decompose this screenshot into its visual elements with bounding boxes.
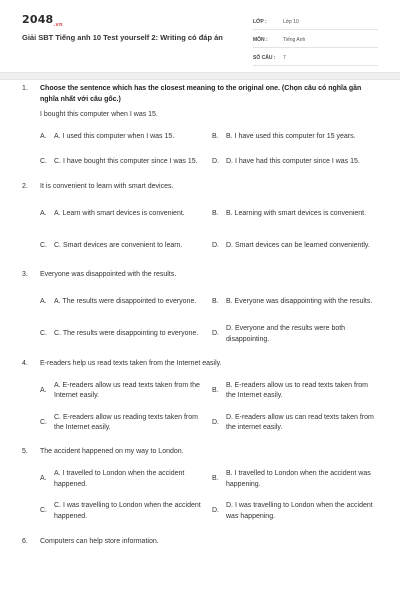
question-number: 5. — [22, 448, 28, 455]
options-row — [40, 291, 385, 315]
option-a[interactable] — [40, 132, 212, 143]
question-instruction: Choose the sentence which has the closest meaning to the original one. (Chọn câu có nghĩa gần nghĩa nhất với câu gốc.) — [40, 85, 362, 103]
option-c[interactable] — [40, 501, 212, 522]
option-c[interactable] — [40, 329, 212, 340]
option-d[interactable] — [212, 324, 384, 345]
option-c[interactable] — [40, 157, 212, 168]
option-text: B. E-readers allow us to read texts taken from the Internet easily. — [226, 381, 369, 399]
question-number: 1. — [22, 85, 28, 92]
option-letter: D. — [212, 241, 219, 249]
meta-panel — [253, 14, 378, 68]
meta-value: Lớp 10 — [283, 18, 299, 25]
option-text: D. I have had this computer since I was 15. — [226, 158, 360, 166]
question-sentence: Everyone was disappointed with the results. — [40, 271, 177, 278]
question-sentence: E-readers help us read texts taken from the Internet easily. — [40, 359, 222, 367]
option-a[interactable] — [40, 381, 212, 402]
option-b[interactable] — [212, 209, 384, 220]
logo-text: 2048 — [22, 13, 54, 26]
option-letter: B. — [212, 475, 219, 483]
option-text: A. Learn with smart devices is convenient. — [54, 209, 185, 217]
option-letter: D. — [212, 507, 219, 515]
option-letter: B. — [212, 133, 219, 141]
question-sentence: It is convenient to learn with smart devices. — [40, 182, 174, 190]
option-b[interactable] — [212, 381, 384, 402]
option-a[interactable] — [40, 469, 212, 490]
option-text: C. The results were disappointing to everyone. — [54, 330, 199, 338]
option-text: C. Smart devices are convenient to learn. — [54, 241, 183, 249]
header-divider — [0, 72, 400, 80]
question-number: 6. — [22, 537, 28, 545]
option-d[interactable] — [212, 157, 384, 168]
options-row — [40, 234, 385, 258]
question-4 — [0, 359, 400, 436]
option-text: B. Everyone was disappointing with the results. — [226, 298, 373, 306]
option-d[interactable] — [212, 501, 384, 522]
question-list — [0, 80, 400, 547]
question-sentence: I bought this computer when I was 15. — [40, 111, 158, 118]
option-c[interactable] — [40, 241, 212, 252]
option-letter: C. — [40, 418, 47, 426]
option-letter: C. — [40, 241, 47, 249]
meta-row-class — [253, 14, 378, 30]
option-text: B. I have used this computer for 15 years. — [226, 133, 356, 141]
option-text: C. E-readers allow us reading texts taken from the Internet easily. — [54, 413, 198, 431]
option-b[interactable] — [212, 469, 384, 490]
option-letter: D. — [212, 418, 219, 426]
option-d[interactable] — [212, 413, 384, 434]
logo-tld: .vn — [53, 22, 63, 29]
option-text: A. I travelled to London when the accident happened. — [54, 470, 185, 488]
option-d[interactable] — [212, 241, 384, 252]
page-title: Giải SBT Tiếng anh 10 Test yourself 2: Writing có đáp án — [22, 33, 223, 42]
question-sentence: Computers can help store information. — [40, 537, 159, 545]
options-row — [40, 323, 385, 347]
option-letter: C. — [40, 507, 47, 515]
site-logo[interactable] — [22, 13, 63, 28]
question-number: 3. — [22, 271, 28, 278]
meta-row-count — [253, 50, 378, 66]
header — [0, 0, 400, 70]
options-row — [40, 411, 385, 435]
option-letter: C. — [40, 330, 47, 338]
question-number: 2. — [22, 182, 28, 190]
option-text: A. E-readers allow us read texts taken from the Internet easily. — [54, 381, 200, 399]
options-row — [40, 500, 385, 524]
question-sentence: The accident happened on my way to London. — [40, 448, 184, 455]
question-3 — [0, 270, 400, 347]
option-letter: D. — [212, 158, 219, 166]
meta-row-subject — [253, 32, 378, 48]
options-row — [40, 202, 385, 226]
question-6 — [0, 537, 400, 548]
option-letter: A. — [40, 386, 47, 394]
option-text: C. I was travelling to London when the accident happened. — [54, 502, 201, 520]
options — [40, 468, 385, 524]
options — [40, 291, 385, 347]
meta-label: MÔN : — [253, 36, 268, 43]
option-text: A. I used this computer when I was 15. — [54, 133, 175, 141]
option-c[interactable] — [40, 413, 212, 434]
option-b[interactable] — [212, 132, 384, 143]
options — [40, 379, 385, 435]
option-text: A. The results were disappointed to everyone. — [54, 298, 197, 306]
option-text: C. I have bought this computer since I was 15. — [54, 158, 198, 166]
option-letter: A. — [40, 209, 47, 217]
meta-value: 7 — [283, 54, 286, 61]
meta-label: SỐ CÂU : — [253, 54, 276, 61]
option-text: D. E-readers allow us can read texts taken from the internet easily. — [226, 413, 374, 431]
option-text: D. Smart devices can be learned conveniently. — [226, 241, 370, 249]
option-a[interactable] — [40, 297, 212, 308]
meta-label: LỚP : — [253, 18, 267, 25]
option-letter: A. — [40, 133, 47, 141]
option-letter: C. — [40, 158, 47, 166]
option-letter: D. — [212, 330, 219, 338]
option-letter: A. — [40, 475, 47, 483]
question-number: 4. — [22, 359, 28, 367]
question-5 — [0, 447, 400, 524]
meta-value: Tiếng Anh — [283, 36, 306, 43]
options-row — [40, 379, 385, 403]
question-1 — [0, 84, 400, 176]
option-a[interactable] — [40, 209, 212, 220]
options-row — [40, 128, 385, 148]
option-text: D. I was travelling to London when the accident was happening. — [226, 502, 373, 520]
option-text: B. Learning with smart devices is convenient. — [226, 209, 367, 217]
options — [40, 202, 385, 258]
option-text: B. I travelled to London when the accident was happening. — [226, 470, 371, 488]
option-letter: B. — [212, 386, 219, 394]
options-row — [40, 468, 385, 492]
options-row — [40, 150, 385, 176]
option-letter: B. — [212, 298, 219, 306]
option-b[interactable] — [212, 297, 384, 308]
option-letter: A. — [40, 298, 47, 306]
options — [40, 128, 385, 176]
option-text: D. Everyone and the results were both disappointing. — [226, 325, 346, 343]
question-2 — [0, 182, 400, 259]
option-letter: B. — [212, 209, 219, 217]
